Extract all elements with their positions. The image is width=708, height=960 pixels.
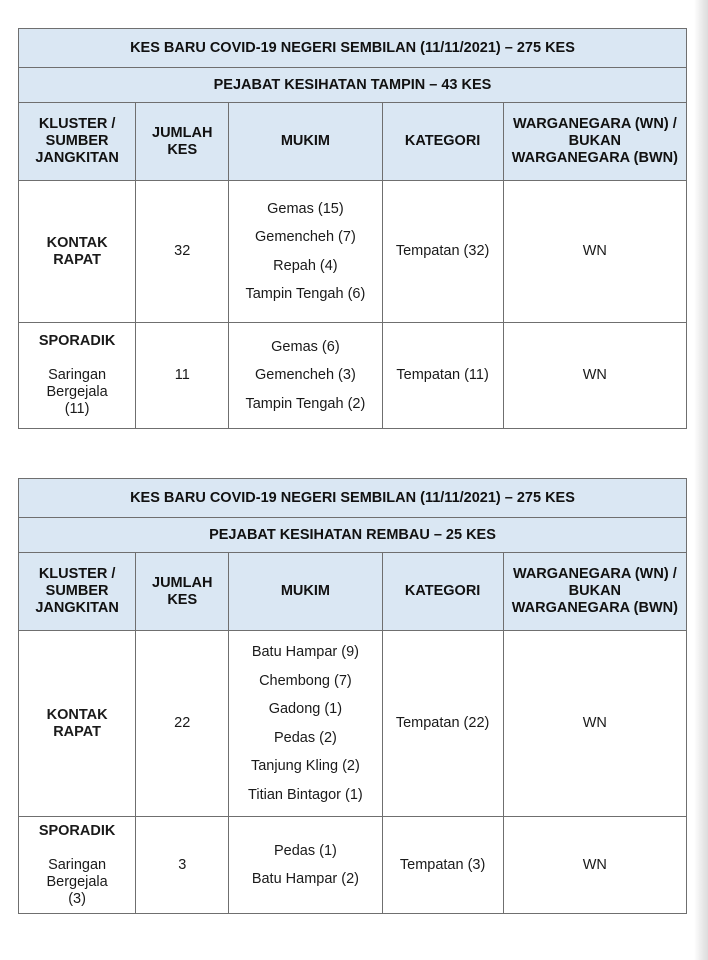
mukim-item: Gemas (15) (267, 200, 344, 217)
total-cell: 22 (136, 631, 229, 817)
mukim-item: Gadong (1) (268, 701, 343, 717)
mukim-cell (229, 323, 382, 429)
total-cell: 32 (136, 181, 229, 323)
header-total: JUMLAH KES (136, 553, 229, 631)
citizenship-cell: WN (503, 817, 686, 914)
header-mukim: MUKIM (229, 553, 382, 631)
table-title: KES BARU COVID-19 NEGERI SEMBILAN (11/11/2021) – 275 KES (19, 479, 687, 518)
table-row (19, 323, 687, 429)
header-citizenship: WARGANEGARA (WN) / BUKAN WARGANEGARA (BWN) (503, 553, 686, 631)
page-edge-shadow (694, 0, 708, 960)
citizenship-cell: WN (503, 631, 686, 817)
cluster-cell (19, 323, 136, 429)
citizenship-cell: WN (503, 323, 686, 429)
table-row (19, 631, 687, 817)
header-citizenship: WARGANEGARA (WN) / BUKAN WARGANEGARA (BWN) (503, 103, 686, 181)
total-cell: 11 (136, 323, 229, 429)
cluster-sublabel: Saringan Bergejala (3) (46, 856, 108, 907)
mukim-item: Gemas (6) (271, 338, 340, 355)
category-cell: Tempatan (22) (382, 631, 503, 817)
header-category: KATEGORI (382, 553, 503, 631)
cluster-label: KONTAK RAPAT (46, 706, 108, 740)
category-cell: Tempatan (11) (382, 323, 503, 429)
office-title: PEJABAT KESIHATAN REMBAU – 25 KES (19, 518, 687, 553)
mukim-item: Repah (4) (273, 257, 338, 274)
header-total: JUMLAH KES (136, 103, 229, 181)
mukim-item: Tanjung Kling (2) (250, 758, 360, 774)
cluster-label: KONTAK RAPAT (46, 234, 108, 268)
mukim-item: Gemencheh (7) (255, 229, 356, 245)
rembau-cases-table (18, 478, 687, 914)
table-row (19, 181, 687, 323)
mukim-item: Tampin Tengah (6) (245, 286, 366, 302)
cluster-label: SPORADIK (38, 333, 116, 349)
mukim-item: Gemencheh (3) (255, 367, 356, 384)
cases-table (18, 28, 687, 429)
header-mukim: MUKIM (229, 103, 382, 181)
mukim-cell (229, 817, 382, 914)
mukim-item: Pedas (1) (273, 842, 337, 859)
cluster-cell (19, 631, 136, 817)
table-row (19, 817, 687, 914)
cases-table (18, 478, 687, 914)
header-cluster: KLUSTER / SUMBER JANGKITAN (19, 103, 136, 181)
category-cell: Tempatan (3) (382, 817, 503, 914)
mukim-cell (229, 631, 382, 817)
cluster-sublabel: Saringan Bergejala (11) (46, 367, 108, 417)
tampin-cases-table (18, 28, 687, 429)
mukim-item: Pedas (2) (273, 729, 337, 746)
cluster-label: SPORADIK (38, 822, 116, 839)
mukim-item: Tampin Tengah (2) (245, 395, 366, 412)
mukim-item: Batu Hampar (9) (251, 644, 359, 660)
mukim-item: Titian Bintagor (1) (248, 786, 363, 803)
mukim-cell (229, 181, 382, 323)
header-cluster: KLUSTER / SUMBER JANGKITAN (19, 553, 136, 631)
header-category: KATEGORI (382, 103, 503, 181)
total-cell: 3 (136, 817, 229, 914)
citizenship-cell: WN (503, 181, 686, 323)
office-title: PEJABAT KESIHATAN TAMPIN – 43 KES (19, 68, 687, 103)
table-title: KES BARU COVID-19 NEGERI SEMBILAN (11/11/2021) – 275 KES (19, 29, 687, 68)
mukim-item: Chembong (7) (259, 672, 352, 689)
category-cell: Tempatan (32) (382, 181, 503, 323)
cluster-cell (19, 817, 136, 914)
mukim-item: Batu Hampar (2) (251, 871, 359, 887)
cluster-cell (19, 181, 136, 323)
